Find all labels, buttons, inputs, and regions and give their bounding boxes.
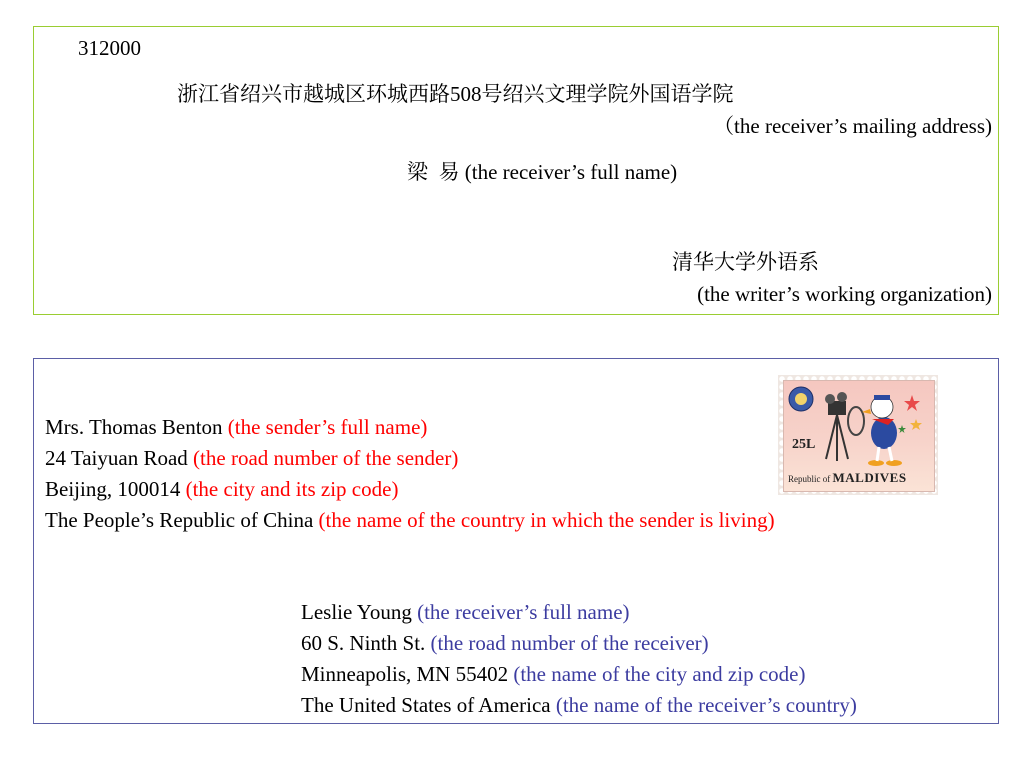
receiver-name-line bbox=[407, 159, 677, 185]
chinese-envelope bbox=[33, 26, 999, 315]
stamp-value: 25L bbox=[792, 437, 816, 452]
receiver-country-line bbox=[301, 692, 857, 718]
receiver-name-note: (the receiver’s full name) bbox=[417, 600, 630, 624]
receiver-country: The United States of America bbox=[301, 693, 551, 717]
sender-city: Beijing, 100014 bbox=[45, 477, 181, 501]
sender-name-note: (the sender’s full name) bbox=[227, 415, 428, 439]
english-envelope bbox=[33, 358, 999, 724]
receiver-city-note: (the name of the city and zip code) bbox=[513, 662, 806, 686]
postage-stamp bbox=[778, 375, 938, 495]
sender-name: Mrs. Thomas Benton bbox=[45, 415, 223, 439]
sender-road-note: (the road number of the sender) bbox=[193, 446, 459, 470]
stamp-artwork bbox=[783, 380, 935, 492]
sender-country-line bbox=[45, 507, 775, 533]
receiver-city: Minneapolis, MN 55402 bbox=[301, 662, 509, 686]
sender-name-line bbox=[45, 414, 427, 440]
sender-city-note: (the city and its zip code) bbox=[185, 477, 399, 501]
stamp-country: MALDIVES bbox=[832, 470, 907, 485]
receiver-address-note: （the receiver’s mailing address) bbox=[713, 114, 992, 138]
receiver-road-line bbox=[301, 630, 709, 656]
writer-organization-chinese: 清华大学外语系 bbox=[672, 250, 819, 274]
receiver-address-chinese: 浙江省绍兴市越城区环城西路508号绍兴文理学院外国语学院 bbox=[177, 82, 734, 106]
receiver-country-note: (the name of the receiver’s country) bbox=[555, 693, 857, 717]
receiver-name-note: (the receiver’s full name) bbox=[464, 160, 678, 184]
receiver-name-chinese: 梁 易 bbox=[407, 160, 460, 184]
receiver-name-line bbox=[301, 599, 630, 625]
sender-city-line bbox=[45, 476, 398, 502]
stamp-country-label bbox=[788, 470, 907, 486]
stamp-country-prefix: Republic of bbox=[788, 474, 831, 484]
postal-code: 312000 bbox=[78, 36, 141, 60]
receiver-city-line bbox=[301, 661, 805, 687]
sender-country-note: (the name of the country in which the sender is living) bbox=[318, 508, 775, 532]
writer-organization-note: (the writer’s working organization) bbox=[697, 282, 992, 306]
sender-country: The People’s Republic of China bbox=[45, 508, 314, 532]
receiver-road: 60 S. Ninth St. bbox=[301, 631, 426, 655]
receiver-name: Leslie Young bbox=[301, 600, 412, 624]
sender-road-line bbox=[45, 445, 458, 471]
receiver-road-note: (the road number of the receiver) bbox=[430, 631, 709, 655]
sender-road: 24 Taiyuan Road bbox=[45, 446, 188, 470]
